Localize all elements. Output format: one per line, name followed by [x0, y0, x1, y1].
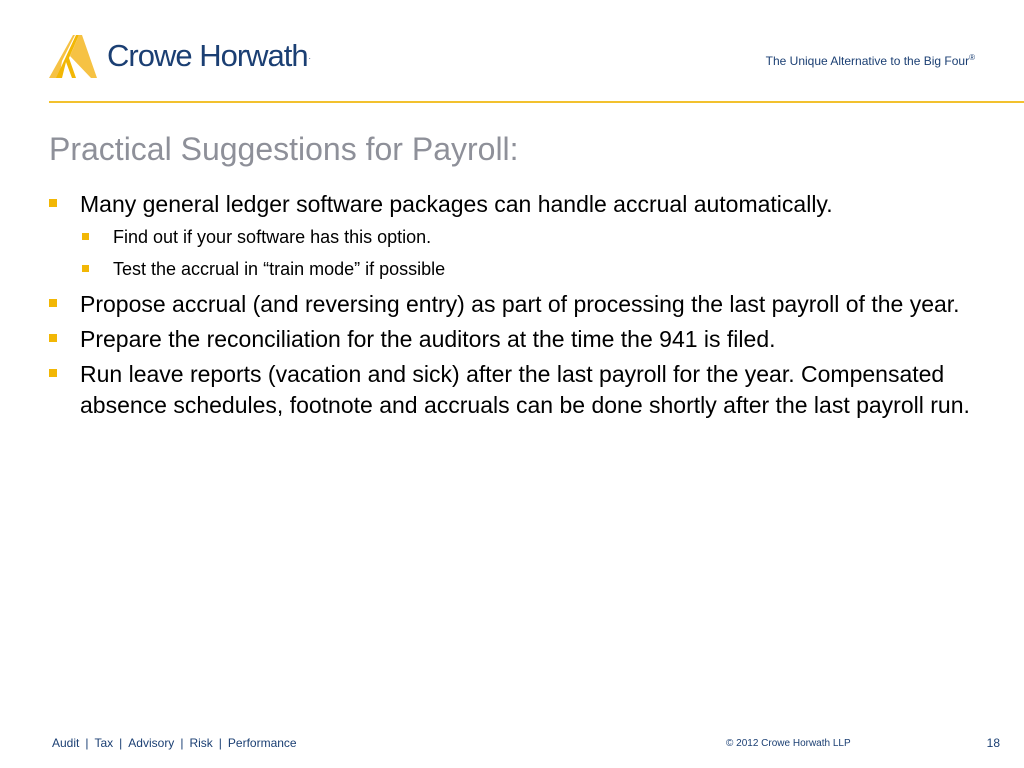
bullet-text: Prepare the reconciliation for the auditors at the time the 941 is filed.: [80, 326, 776, 352]
gold-square-bullet-icon: [82, 265, 89, 272]
bullet-item: [49, 359, 1009, 421]
sub-bullet-text: Test the accrual in “train mode” if possible: [113, 259, 446, 279]
footer-service-audit: Audit: [52, 736, 80, 750]
gold-square-bullet-icon: [82, 233, 89, 240]
tagline-registered-mark: ®: [969, 53, 975, 62]
logo-registered-mark: .: [308, 52, 310, 61]
footer-separator: |: [119, 736, 123, 750]
header-divider: [49, 101, 1024, 103]
footer-separator: |: [180, 736, 184, 750]
footer-separator: |: [85, 736, 89, 750]
footer-service-tax: Tax: [94, 736, 114, 750]
tagline: [766, 53, 975, 68]
gold-chevron-arrow-icon: [49, 32, 99, 80]
footer-copyright: © 2012 Crowe Horwath LLP: [726, 738, 851, 749]
logo-wordmark-text: Crowe Horwath: [107, 38, 308, 73]
sub-bullet-item: [49, 257, 1009, 282]
logo-wordmark: [107, 38, 310, 74]
crowe-horwath-logo: [49, 32, 319, 80]
sub-bullet-item: [49, 225, 1009, 250]
footer-service-advisory: Advisory: [128, 736, 175, 750]
gold-square-bullet-icon: [49, 199, 57, 207]
gold-square-bullet-icon: [49, 369, 57, 377]
bullet-item: [49, 189, 1009, 220]
page-number: 18: [986, 736, 1000, 750]
bullet-text: Propose accrual (and reversing entry) as part of processing the last payroll of the year.: [80, 291, 960, 317]
slide-title: Practical Suggestions for Payroll:: [49, 131, 519, 167]
footer-separator: |: [218, 736, 222, 750]
tagline-text: The Unique Alternative to the Big Four: [765, 54, 970, 68]
bullet-item: [49, 289, 1009, 320]
bullet-text: Run leave reports (vacation and sick) after the last payroll for the year. Compensated absence schedules, footnote and accruals can be done shortly after the last payroll run.: [80, 361, 970, 418]
gold-square-bullet-icon: [49, 334, 57, 342]
gold-square-bullet-icon: [49, 299, 57, 307]
sub-bullet-text: Find out if your software has this option.: [113, 227, 432, 247]
footer-service-risk: Risk: [189, 736, 213, 750]
bullet-text: Many general ledger software packages can handle accrual automatically.: [80, 191, 833, 217]
bullet-item: [49, 324, 1009, 355]
footer-services: [52, 736, 297, 750]
bullet-list: [49, 189, 1009, 425]
footer-service-performance: Performance: [227, 736, 297, 750]
